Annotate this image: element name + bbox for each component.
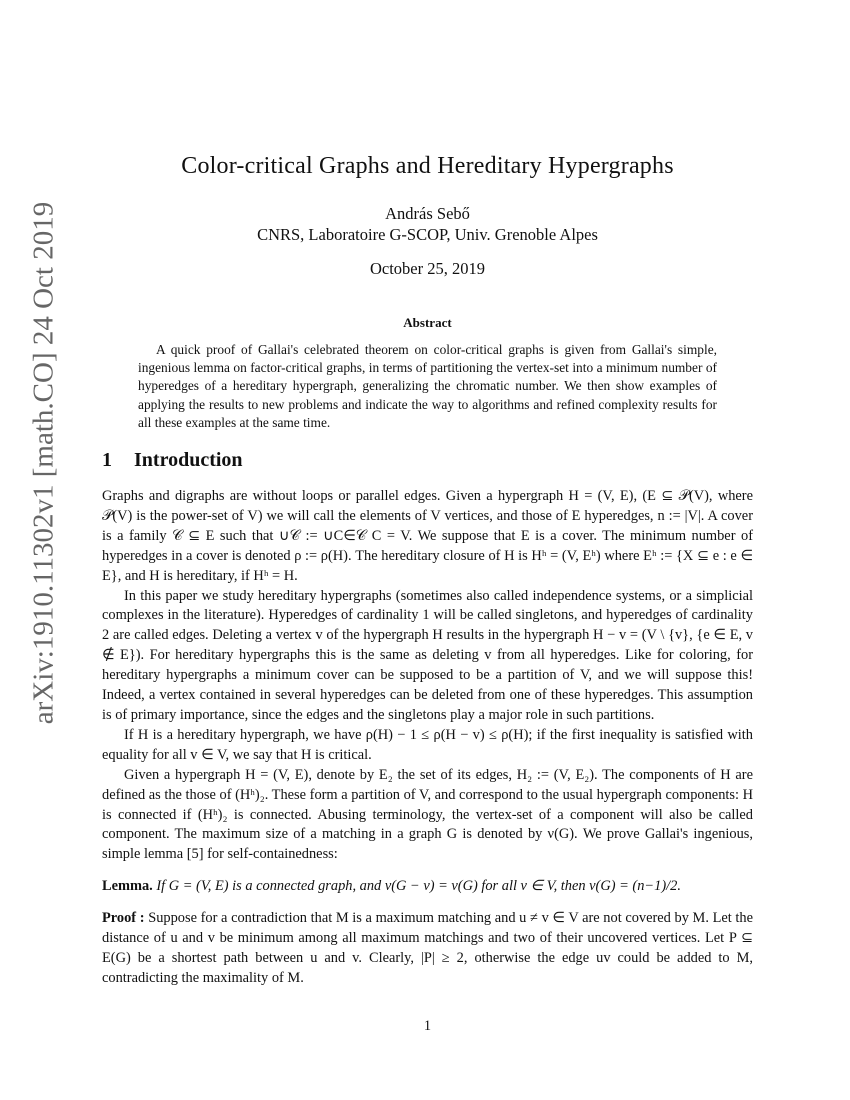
paragraph-4: Given a hypergraph H = (V, E), denote by E₂ the set of its edges, H₂ := (V, E₂). The components of H are defined as the those of (Hʰ)₂. These form a partition of V, and correspond to the usual hypergraph components: H is connected if (Hʰ)₂ is connected. Abusing terminology, the vertex-set of a component will also be called component. The maximum size of a matching in a graph G is denoted by ν(G). We prove Gallai's ingenious, simple lemma [5] for self-containedness: <box>102 766 753 863</box>
author-affiliation: CNRS, Laboratoire G-SCOP, Univ. Grenoble Alpes <box>257 225 598 244</box>
paragraph-2: In this paper we study hereditary hypergraphs (sometimes also called independence systems, or a simplicial complexes in the literature). Hyperedges of cardinality 1 will be called singletons, and hyperedges of cardinality 2 are called edges. Deleting a vertex v of the hypergraph H results in the hypergraph H − v = (V \ {v}, {e ∈ E, v ∉ E}). For hereditary hypergraphs this is the same as deleting v from all hyperedges. Like for coloring, for hereditary hypergraphs a minimum cover can be supposed to be a partition of V, and we will suppose this! Indeed, a vertex contained in several hyperedges can be deleted from one of these hyperedges. This assumption is of primary importance, since the edges and the singletons play a major role in such partitions. <box>102 587 753 723</box>
proof-label: Proof : <box>102 910 145 927</box>
paper-title: Color-critical Graphs and Hereditary Hypergraphs <box>181 153 674 179</box>
author-name: András Sebő <box>385 204 470 223</box>
paragraph-1: Graphs and digraphs are without loops or parallel edges. Given a hypergraph H = (V, E), (E ⊆ 𝒫(V), where 𝒫(V) is the power-set of V) we will call the elements of V vertices, and those of E hyperedges, n := |V|. A cover is a family 𝒞 ⊆ E such that ∪𝒞 := ∪C∈𝒞 C = V. We suppose that E is a cover. The minimum number of hyperedges in a cover is denoted ρ := ρ(H). The hereditary closure of H is Hʰ = (V, Eʰ) where Eʰ := {X ⊆ e : e ∈ E}, and H is hereditary, if Hʰ = H. <box>102 488 753 584</box>
lemma-statement: If G = (V, E) is a connected graph, and ν(G − v) = ν(G) for all v ∈ V, then ν(G) = (n−1)/2. <box>156 878 681 895</box>
lemma-label: Lemma. <box>102 878 153 895</box>
section-title: Introduction <box>134 449 243 471</box>
section-number: 1 <box>102 449 112 471</box>
arxiv-stamp-text: arXiv:1910.11302v1 [math.CO] 24 Oct 2019 <box>27 201 60 725</box>
arxiv-stamp <box>20 201 68 725</box>
abstract-heading: Abstract <box>403 315 452 330</box>
paragraph-3: If H is a hereditary hypergraph, we have ρ(H) − 1 ≤ ρ(H − v) ≤ ρ(H); if the first inequality is satisfied with equality for all v ∈ V, we say that H is critical. <box>102 726 753 763</box>
lemma <box>102 877 753 897</box>
paper-date: October 25, 2019 <box>369 259 486 278</box>
section-heading <box>102 449 243 472</box>
abstract-text: A quick proof of Gallai's celebrated theorem on color-critical graphs is given from Gallai's simple, ingenious lemma on factor-critical graphs, in terms of partitioning the vertex-set into a minimum number of hyperedges of a hereditary hypergraph, generalizing the chromatic number. We then show examples of applying the results to new problems and indicate the way to algorithms and refined complexity results for all these examples at the same time. <box>138 342 717 430</box>
proof-text: Suppose for a contradiction that M is a maximum matching and u ≠ v ∈ V are not covered by M. Let the distance of u and v be minimum among all maximum matchings and two of their uncovered vertices. Let P ⊆ E(G) be a shortest path between u and v. Clearly, |P| ≥ 2, otherwise the edge uv could be added to M, contradicting the maximality of M. <box>102 910 753 986</box>
body-text <box>102 487 753 989</box>
page-number: 1 <box>423 1018 432 1034</box>
proof <box>102 909 753 989</box>
